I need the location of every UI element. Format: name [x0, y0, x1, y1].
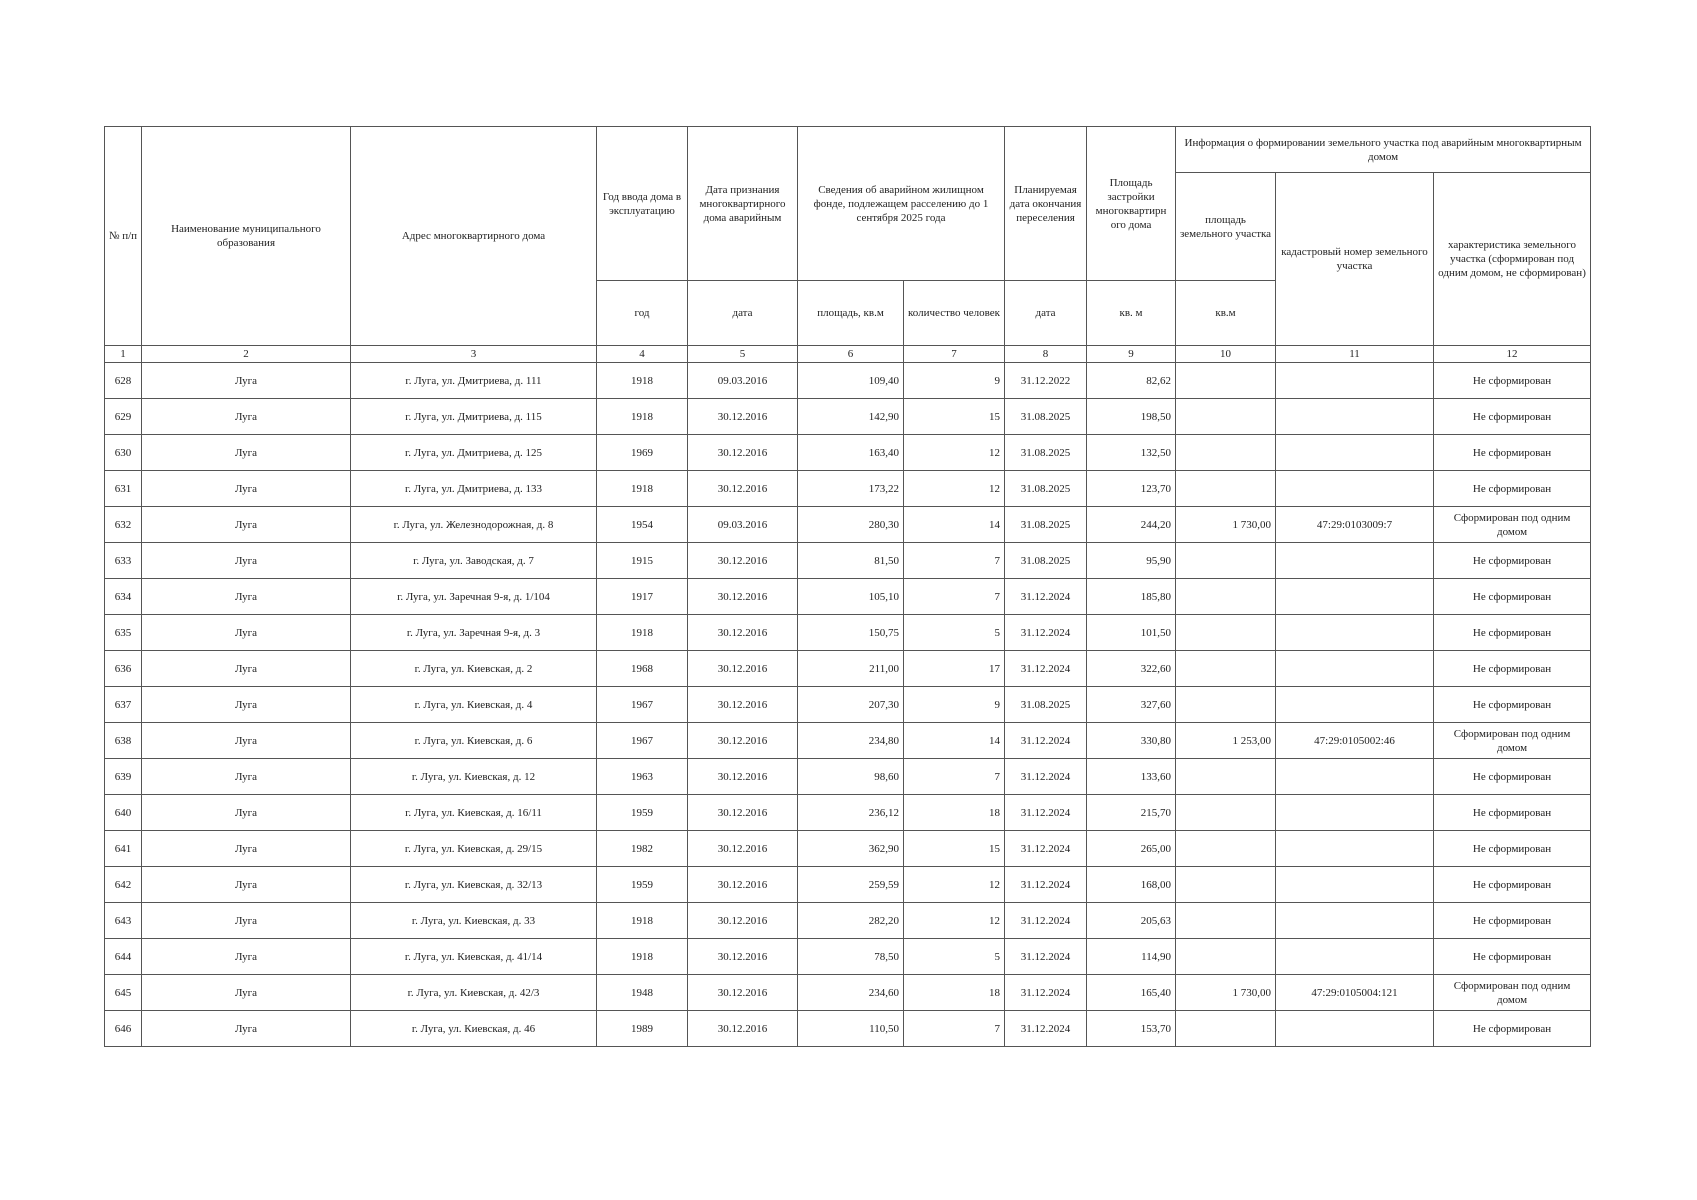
- land-area-cell: [1176, 363, 1276, 399]
- area-cell: 105,10: [798, 579, 904, 615]
- land-area-cell: [1176, 615, 1276, 651]
- building-area-cell: 322,60: [1087, 651, 1176, 687]
- row-number: 639: [105, 759, 142, 795]
- municipality-cell: Луга: [142, 1011, 351, 1047]
- table-row: [105, 579, 1591, 615]
- row-number: 644: [105, 939, 142, 975]
- table-row: [105, 903, 1591, 939]
- address-cell: г. Луга, ул. Киевская, д. 41/14: [351, 939, 597, 975]
- year-built-cell: 1918: [597, 615, 688, 651]
- address-cell: г. Луга, ул. Киевская, д. 12: [351, 759, 597, 795]
- cadastral-number-cell: 47:29:0103009:7: [1276, 507, 1434, 543]
- area-cell: 362,90: [798, 831, 904, 867]
- planned-date-cell: 31.12.2024: [1005, 867, 1087, 903]
- land-characteristic-cell: Сформирован под одним домом: [1434, 723, 1591, 759]
- land-area-cell: [1176, 687, 1276, 723]
- municipality-cell: Луга: [142, 831, 351, 867]
- header-cadastral: кадастровый номер земельного участка: [1276, 173, 1434, 346]
- header-planned-date: Планируемая дата окончания переселения: [1005, 127, 1087, 281]
- area-cell: 259,59: [798, 867, 904, 903]
- area-cell: 234,80: [798, 723, 904, 759]
- row-number: 646: [105, 1011, 142, 1047]
- unit-people: количество человек: [904, 281, 1005, 346]
- people-count-cell: 7: [904, 759, 1005, 795]
- resettlement-table: [104, 126, 1591, 1047]
- building-area-cell: 123,70: [1087, 471, 1176, 507]
- year-built-cell: 1967: [597, 723, 688, 759]
- land-characteristic-cell: Не сформирован: [1434, 651, 1591, 687]
- cadastral-number-cell: [1276, 831, 1434, 867]
- address-cell: г. Луга, ул. Дмитриева, д. 125: [351, 435, 597, 471]
- address-cell: г. Луга, ул. Киевская, д. 32/13: [351, 867, 597, 903]
- cadastral-number-cell: [1276, 435, 1434, 471]
- building-area-cell: 114,90: [1087, 939, 1176, 975]
- land-area-cell: [1176, 795, 1276, 831]
- planned-date-cell: 31.12.2024: [1005, 759, 1087, 795]
- address-cell: г. Луга, ул. Киевская, д. 29/15: [351, 831, 597, 867]
- address-cell: г. Луга, ул. Киевская, д. 46: [351, 1011, 597, 1047]
- row-number: 642: [105, 867, 142, 903]
- municipality-cell: Луга: [142, 471, 351, 507]
- date-recognized-cell: 30.12.2016: [688, 399, 798, 435]
- area-cell: 280,30: [798, 507, 904, 543]
- year-built-cell: 1963: [597, 759, 688, 795]
- column-number: 12: [1434, 346, 1591, 363]
- people-count-cell: 18: [904, 795, 1005, 831]
- municipality-cell: Луга: [142, 903, 351, 939]
- column-number: 1: [105, 346, 142, 363]
- date-recognized-cell: 30.12.2016: [688, 435, 798, 471]
- column-number: 2: [142, 346, 351, 363]
- date-recognized-cell: 30.12.2016: [688, 471, 798, 507]
- address-cell: г. Луга, ул. Киевская, д. 6: [351, 723, 597, 759]
- cadastral-number-cell: [1276, 651, 1434, 687]
- column-number: 5: [688, 346, 798, 363]
- cadastral-number-cell: 47:29:0105004:121: [1276, 975, 1434, 1011]
- row-number: 636: [105, 651, 142, 687]
- planned-date-cell: 31.12.2024: [1005, 975, 1087, 1011]
- address-cell: г. Луга, ул. Железнодорожная, д. 8: [351, 507, 597, 543]
- area-cell: 282,20: [798, 903, 904, 939]
- year-built-cell: 1917: [597, 579, 688, 615]
- date-recognized-cell: 30.12.2016: [688, 723, 798, 759]
- building-area-cell: 82,62: [1087, 363, 1176, 399]
- date-recognized-cell: 30.12.2016: [688, 975, 798, 1011]
- table-row: [105, 615, 1591, 651]
- land-characteristic-cell: Не сформирован: [1434, 939, 1591, 975]
- land-area-cell: [1176, 471, 1276, 507]
- row-number: 641: [105, 831, 142, 867]
- land-area-cell: [1176, 1011, 1276, 1047]
- people-count-cell: 14: [904, 723, 1005, 759]
- year-built-cell: 1969: [597, 435, 688, 471]
- year-built-cell: 1959: [597, 867, 688, 903]
- building-area-cell: 265,00: [1087, 831, 1176, 867]
- municipality-cell: Луга: [142, 723, 351, 759]
- municipality-cell: Луга: [142, 867, 351, 903]
- column-number: 7: [904, 346, 1005, 363]
- area-cell: 207,30: [798, 687, 904, 723]
- building-area-cell: 153,70: [1087, 1011, 1176, 1047]
- area-cell: 236,12: [798, 795, 904, 831]
- municipality-cell: Луга: [142, 939, 351, 975]
- planned-date-cell: 31.12.2024: [1005, 831, 1087, 867]
- building-area-cell: 327,60: [1087, 687, 1176, 723]
- unit-planned-date: дата: [1005, 281, 1087, 346]
- row-number: 632: [105, 507, 142, 543]
- municipality-cell: Луга: [142, 651, 351, 687]
- people-count-cell: 14: [904, 507, 1005, 543]
- municipality-cell: Луга: [142, 363, 351, 399]
- year-built-cell: 1959: [597, 795, 688, 831]
- cadastral-number-cell: [1276, 687, 1434, 723]
- year-built-cell: 1948: [597, 975, 688, 1011]
- header-emergency-info: Сведения об аварийном жилищном фонде, подлежащем расселению до 1 сентября 2025 года: [798, 127, 1005, 281]
- land-characteristic-cell: Не сформирован: [1434, 435, 1591, 471]
- municipality-cell: Луга: [142, 399, 351, 435]
- area-cell: 150,75: [798, 615, 904, 651]
- people-count-cell: 7: [904, 1011, 1005, 1047]
- building-area-cell: 244,20: [1087, 507, 1176, 543]
- year-built-cell: 1915: [597, 543, 688, 579]
- year-built-cell: 1967: [597, 687, 688, 723]
- people-count-cell: 5: [904, 939, 1005, 975]
- year-built-cell: 1918: [597, 399, 688, 435]
- address-cell: г. Луга, ул. Дмитриева, д. 111: [351, 363, 597, 399]
- year-built-cell: 1918: [597, 363, 688, 399]
- land-characteristic-cell: Не сформирован: [1434, 759, 1591, 795]
- building-area-cell: 95,90: [1087, 543, 1176, 579]
- planned-date-cell: 31.08.2025: [1005, 471, 1087, 507]
- people-count-cell: 9: [904, 363, 1005, 399]
- people-count-cell: 15: [904, 399, 1005, 435]
- municipality-cell: Луга: [142, 759, 351, 795]
- people-count-cell: 18: [904, 975, 1005, 1011]
- header-land-info: Информация о формировании земельного участка под аварийным многоквартирным домом: [1176, 127, 1591, 173]
- row-number: 630: [105, 435, 142, 471]
- year-built-cell: 1968: [597, 651, 688, 687]
- land-area-cell: [1176, 759, 1276, 795]
- row-number: 640: [105, 795, 142, 831]
- table-row: [105, 471, 1591, 507]
- people-count-cell: 17: [904, 651, 1005, 687]
- date-recognized-cell: 30.12.2016: [688, 831, 798, 867]
- date-recognized-cell: 30.12.2016: [688, 867, 798, 903]
- area-cell: 110,50: [798, 1011, 904, 1047]
- date-recognized-cell: 30.12.2016: [688, 543, 798, 579]
- unit-area: площадь, кв.м: [798, 281, 904, 346]
- land-area-cell: 1 253,00: [1176, 723, 1276, 759]
- land-characteristic-cell: Сформирован под одним домом: [1434, 975, 1591, 1011]
- area-cell: 78,50: [798, 939, 904, 975]
- date-recognized-cell: 30.12.2016: [688, 903, 798, 939]
- planned-date-cell: 31.12.2024: [1005, 1011, 1087, 1047]
- building-area-cell: 215,70: [1087, 795, 1176, 831]
- table-row: [105, 363, 1591, 399]
- date-recognized-cell: 30.12.2016: [688, 939, 798, 975]
- cadastral-number-cell: [1276, 579, 1434, 615]
- date-recognized-cell: 30.12.2016: [688, 759, 798, 795]
- municipality-cell: Луга: [142, 435, 351, 471]
- table-row: [105, 687, 1591, 723]
- people-count-cell: 5: [904, 615, 1005, 651]
- land-characteristic-cell: Не сформирован: [1434, 399, 1591, 435]
- row-number: 628: [105, 363, 142, 399]
- area-cell: 173,22: [798, 471, 904, 507]
- planned-date-cell: 31.12.2024: [1005, 939, 1087, 975]
- address-cell: г. Луга, ул. Киевская, д. 4: [351, 687, 597, 723]
- year-built-cell: 1918: [597, 471, 688, 507]
- header-num: № п/п: [105, 127, 142, 346]
- municipality-cell: Луга: [142, 507, 351, 543]
- people-count-cell: 12: [904, 903, 1005, 939]
- table-row: [105, 543, 1591, 579]
- land-characteristic-cell: Сформирован под одним домом: [1434, 507, 1591, 543]
- land-area-cell: [1176, 903, 1276, 939]
- date-recognized-cell: 30.12.2016: [688, 1011, 798, 1047]
- table-row: [105, 723, 1591, 759]
- land-characteristic-cell: Не сформирован: [1434, 831, 1591, 867]
- year-built-cell: 1954: [597, 507, 688, 543]
- header-municipality: Наименование муниципального образования: [142, 127, 351, 346]
- building-area-cell: 198,50: [1087, 399, 1176, 435]
- building-area-cell: 165,40: [1087, 975, 1176, 1011]
- land-area-cell: 1 730,00: [1176, 507, 1276, 543]
- land-characteristic-cell: Не сформирован: [1434, 363, 1591, 399]
- header-date-recognized: Дата признания многоквартирного дома аварийным: [688, 127, 798, 281]
- row-number: 643: [105, 903, 142, 939]
- area-cell: 81,50: [798, 543, 904, 579]
- date-recognized-cell: 30.12.2016: [688, 651, 798, 687]
- land-characteristic-cell: Не сформирован: [1434, 687, 1591, 723]
- people-count-cell: 12: [904, 867, 1005, 903]
- unit-sqm: кв. м: [1087, 281, 1176, 346]
- land-characteristic-cell: Не сформирован: [1434, 795, 1591, 831]
- land-area-cell: 1 730,00: [1176, 975, 1276, 1011]
- address-cell: г. Луга, ул. Заречная 9-я, д. 1/104: [351, 579, 597, 615]
- header-land-char: характеристика земельного участка (сформирован под одним домом, не сформирован): [1434, 173, 1591, 346]
- header-land-area: площадь земельного участка: [1176, 173, 1276, 281]
- area-cell: 163,40: [798, 435, 904, 471]
- unit-year: год: [597, 281, 688, 346]
- land-area-cell: [1176, 399, 1276, 435]
- cadastral-number-cell: [1276, 615, 1434, 651]
- table-row: [105, 1011, 1591, 1047]
- cadastral-number-cell: [1276, 1011, 1434, 1047]
- building-area-cell: 132,50: [1087, 435, 1176, 471]
- row-number: 638: [105, 723, 142, 759]
- planned-date-cell: 31.08.2025: [1005, 399, 1087, 435]
- column-number: 10: [1176, 346, 1276, 363]
- table-row: [105, 831, 1591, 867]
- cadastral-number-cell: [1276, 903, 1434, 939]
- planned-date-cell: 31.12.2024: [1005, 579, 1087, 615]
- people-count-cell: 12: [904, 435, 1005, 471]
- building-area-cell: 330,80: [1087, 723, 1176, 759]
- planned-date-cell: 31.08.2025: [1005, 435, 1087, 471]
- column-number: 8: [1005, 346, 1087, 363]
- land-area-cell: [1176, 867, 1276, 903]
- table-row: [105, 939, 1591, 975]
- area-cell: 98,60: [798, 759, 904, 795]
- municipality-cell: Луга: [142, 579, 351, 615]
- date-recognized-cell: 09.03.2016: [688, 507, 798, 543]
- address-cell: г. Луга, ул. Дмитриева, д. 115: [351, 399, 597, 435]
- row-number: 635: [105, 615, 142, 651]
- building-area-cell: 133,60: [1087, 759, 1176, 795]
- building-area-cell: 205,63: [1087, 903, 1176, 939]
- row-number: 634: [105, 579, 142, 615]
- date-recognized-cell: 30.12.2016: [688, 615, 798, 651]
- unit-land-sqm: кв.м: [1176, 281, 1276, 346]
- land-area-cell: [1176, 579, 1276, 615]
- date-recognized-cell: 09.03.2016: [688, 363, 798, 399]
- date-recognized-cell: 30.12.2016: [688, 687, 798, 723]
- address-cell: г. Луга, ул. Заводская, д. 7: [351, 543, 597, 579]
- land-area-cell: [1176, 543, 1276, 579]
- land-area-cell: [1176, 939, 1276, 975]
- area-cell: 234,60: [798, 975, 904, 1011]
- land-characteristic-cell: Не сформирован: [1434, 543, 1591, 579]
- cadastral-number-cell: [1276, 867, 1434, 903]
- table-row: [105, 867, 1591, 903]
- cadastral-number-cell: [1276, 795, 1434, 831]
- column-number: 3: [351, 346, 597, 363]
- column-number-row: [105, 346, 1591, 363]
- municipality-cell: Луга: [142, 975, 351, 1011]
- column-number: 4: [597, 346, 688, 363]
- land-characteristic-cell: Не сформирован: [1434, 615, 1591, 651]
- planned-date-cell: 31.12.2024: [1005, 651, 1087, 687]
- planned-date-cell: 31.08.2025: [1005, 687, 1087, 723]
- year-built-cell: 1989: [597, 1011, 688, 1047]
- area-cell: 211,00: [798, 651, 904, 687]
- year-built-cell: 1918: [597, 903, 688, 939]
- date-recognized-cell: 30.12.2016: [688, 795, 798, 831]
- address-cell: г. Луга, ул. Заречная 9-я, д. 3: [351, 615, 597, 651]
- people-count-cell: 12: [904, 471, 1005, 507]
- people-count-cell: 7: [904, 543, 1005, 579]
- municipality-cell: Луга: [142, 543, 351, 579]
- people-count-cell: 7: [904, 579, 1005, 615]
- table-row: [105, 435, 1591, 471]
- row-number: 645: [105, 975, 142, 1011]
- planned-date-cell: 31.08.2025: [1005, 507, 1087, 543]
- address-cell: г. Луга, ул. Киевская, д. 16/11: [351, 795, 597, 831]
- municipality-cell: Луга: [142, 795, 351, 831]
- land-characteristic-cell: Не сформирован: [1434, 471, 1591, 507]
- cadastral-number-cell: [1276, 939, 1434, 975]
- planned-date-cell: 31.12.2024: [1005, 723, 1087, 759]
- land-characteristic-cell: Не сформирован: [1434, 903, 1591, 939]
- address-cell: г. Луга, ул. Дмитриева, д. 133: [351, 471, 597, 507]
- table-body: [105, 363, 1591, 1047]
- cadastral-number-cell: [1276, 471, 1434, 507]
- planned-date-cell: 31.12.2024: [1005, 795, 1087, 831]
- people-count-cell: 15: [904, 831, 1005, 867]
- column-number: 6: [798, 346, 904, 363]
- area-cell: 142,90: [798, 399, 904, 435]
- planned-date-cell: 31.12.2024: [1005, 903, 1087, 939]
- land-characteristic-cell: Не сформирован: [1434, 1011, 1591, 1047]
- building-area-cell: 168,00: [1087, 867, 1176, 903]
- planned-date-cell: 31.12.2024: [1005, 615, 1087, 651]
- table-row: [105, 759, 1591, 795]
- table-row: [105, 651, 1591, 687]
- column-number: 9: [1087, 346, 1176, 363]
- row-number: 637: [105, 687, 142, 723]
- land-area-cell: [1176, 831, 1276, 867]
- year-built-cell: 1918: [597, 939, 688, 975]
- header-year-built: Год ввода дома в эксплуатацию: [597, 127, 688, 281]
- cadastral-number-cell: [1276, 399, 1434, 435]
- date-recognized-cell: 30.12.2016: [688, 579, 798, 615]
- address-cell: г. Луга, ул. Киевская, д. 42/3: [351, 975, 597, 1011]
- land-area-cell: [1176, 651, 1276, 687]
- row-number: 629: [105, 399, 142, 435]
- land-characteristic-cell: Не сформирован: [1434, 867, 1591, 903]
- header-address: Адрес многоквартирного дома: [351, 127, 597, 346]
- address-cell: г. Луга, ул. Киевская, д. 2: [351, 651, 597, 687]
- planned-date-cell: 31.08.2025: [1005, 543, 1087, 579]
- row-number: 631: [105, 471, 142, 507]
- column-number: 11: [1276, 346, 1434, 363]
- cadastral-number-cell: [1276, 363, 1434, 399]
- area-cell: 109,40: [798, 363, 904, 399]
- table-row: [105, 507, 1591, 543]
- land-characteristic-cell: Не сформирован: [1434, 579, 1591, 615]
- planned-date-cell: 31.12.2022: [1005, 363, 1087, 399]
- building-area-cell: 101,50: [1087, 615, 1176, 651]
- people-count-cell: 9: [904, 687, 1005, 723]
- table-row: [105, 795, 1591, 831]
- header-building-area: Площадь застройки многоквартирн ого дома: [1087, 127, 1176, 281]
- building-area-cell: 185,80: [1087, 579, 1176, 615]
- land-area-cell: [1176, 435, 1276, 471]
- table-row: [105, 399, 1591, 435]
- municipality-cell: Луга: [142, 615, 351, 651]
- municipality-cell: Луга: [142, 687, 351, 723]
- cadastral-number-cell: 47:29:0105002:46: [1276, 723, 1434, 759]
- unit-date: дата: [688, 281, 798, 346]
- address-cell: г. Луга, ул. Киевская, д. 33: [351, 903, 597, 939]
- year-built-cell: 1982: [597, 831, 688, 867]
- cadastral-number-cell: [1276, 759, 1434, 795]
- table-row: [105, 975, 1591, 1011]
- cadastral-number-cell: [1276, 543, 1434, 579]
- row-number: 633: [105, 543, 142, 579]
